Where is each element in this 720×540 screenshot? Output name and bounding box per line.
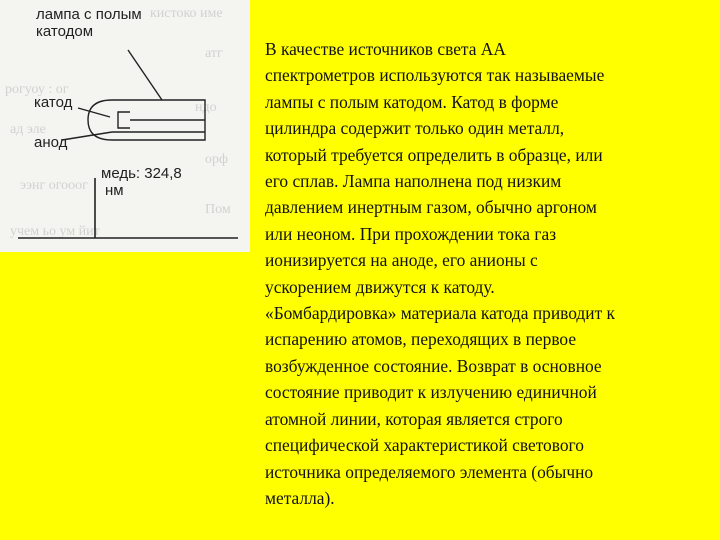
copper-wavelength-unit: нм — [105, 182, 124, 199]
bleed-text: Пом — [205, 202, 231, 217]
text-line: атомной линии, которая является строго — [265, 408, 563, 429]
bleed-text: ад эле — [10, 122, 46, 137]
bleed-text: рогуоу : ог — [5, 82, 69, 97]
copper-wavelength-label: медь: 324,8 — [101, 165, 182, 182]
cathode-label: катод — [34, 94, 73, 111]
bleed-text: орф — [205, 152, 229, 167]
text-line: состояние приводит к излучению единичной — [265, 382, 597, 403]
text-line: давлением инертным газом, обычно аргоном — [265, 197, 597, 218]
body-paragraph — [265, 36, 715, 511]
lamp-leader — [128, 50, 162, 100]
bleed-text: ээнг огооог — [20, 178, 88, 193]
cathode-cup — [118, 112, 130, 128]
text-line: цилиндра содержит только один металл, — [265, 118, 565, 139]
text-line: ускорением движутся к катоду. — [265, 276, 495, 297]
bleed-text: кистоко име — [150, 6, 223, 21]
text-line: который требуется определить в образце, или — [265, 144, 603, 165]
text-line: испарению атомов, переходящих в первое — [265, 329, 577, 350]
lamp-label: катодом — [36, 23, 94, 40]
text-line: специфической характеристикой светового — [265, 435, 584, 456]
bleed-text: атг — [205, 46, 223, 61]
bleed-text: ндо — [195, 100, 217, 115]
anode-label: анод — [34, 134, 68, 151]
text-line: лампы с полым катодом. Катод в форме — [265, 91, 559, 112]
lamp-label: лампа с полым — [36, 6, 142, 23]
text-line: ионизируется на аноде, его анионы с — [265, 250, 538, 271]
text-line: или неоном. При прохождении тока газ — [265, 223, 557, 244]
text-line: его сплав. Лампа наполнена под низким — [265, 171, 562, 192]
text-line: источника определяемого элемента (обычно — [265, 461, 594, 482]
text-line: возбужденное состояние. Возврат в основное — [265, 355, 602, 376]
text-line: В качестве источников света АА — [265, 39, 506, 59]
bleed-text: учем ьо ум йит — [10, 224, 100, 239]
cathode-leader — [78, 108, 110, 117]
figure-panel — [0, 0, 250, 252]
text-line: спектрометров используются так называемые — [265, 65, 605, 86]
text-line: металла). — [265, 487, 335, 508]
text-line: «Бомбардировка» материала катода приводит к — [265, 303, 615, 324]
